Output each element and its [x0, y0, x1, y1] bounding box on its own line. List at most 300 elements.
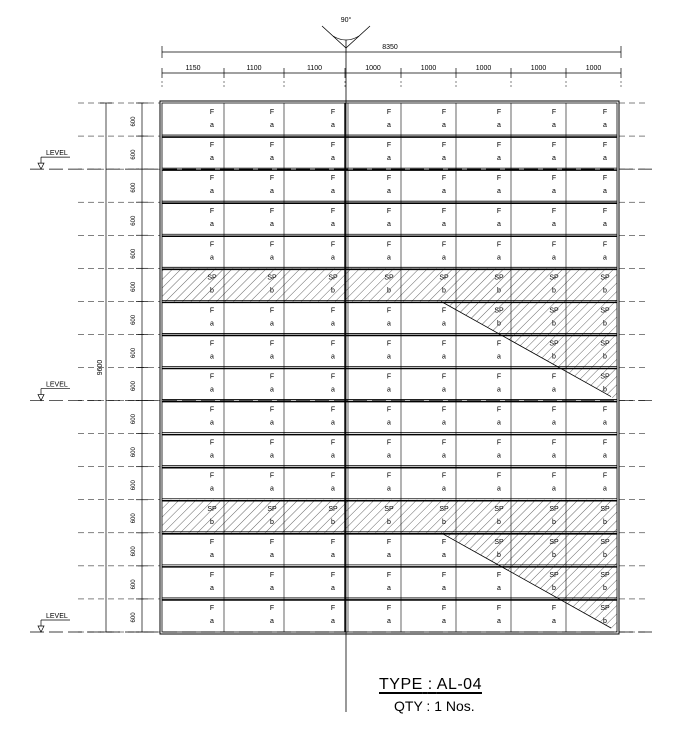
- panel-sub-label: a: [442, 551, 446, 559]
- row-height-label: 600: [131, 447, 137, 458]
- type-value: AL-04: [436, 676, 482, 693]
- panel-code-label: SP: [600, 307, 610, 315]
- panel-sub-label: b: [603, 320, 607, 328]
- column-width-label: 1000: [365, 65, 381, 72]
- type-line: [379, 676, 579, 694]
- panel-code-label: F: [386, 571, 392, 579]
- panel-code-label: F: [496, 406, 502, 414]
- panel-sub-label: a: [387, 155, 391, 163]
- panel-code-label: SP: [600, 274, 610, 282]
- panel-sub-label: a: [497, 584, 501, 592]
- row-height-label: 600: [131, 215, 137, 226]
- panel-sub-label: a: [331, 254, 335, 262]
- panel-code-label: F: [330, 472, 336, 480]
- panel-sub-label: a: [331, 617, 335, 625]
- panel-code-label: F: [496, 472, 502, 480]
- panel-code-label: F: [441, 571, 447, 579]
- panel-code-label: F: [551, 406, 557, 414]
- panel-sub-label: a: [331, 188, 335, 196]
- panel-code-label: F: [209, 472, 215, 480]
- panel-code-label: F: [269, 175, 275, 183]
- panel-sub-label: a: [270, 122, 274, 129]
- row-height-label: 600: [131, 414, 137, 425]
- panel-sub-label: a: [497, 155, 501, 163]
- panel-sub-label: a: [270, 584, 274, 592]
- panel-code-label: F: [386, 373, 392, 381]
- panel-sub-label: a: [497, 188, 501, 196]
- panel-code-label: F: [496, 373, 502, 381]
- panel-code-label: SP: [600, 571, 610, 579]
- panel-code-label: F: [269, 604, 275, 612]
- panel-code-label: F: [496, 604, 502, 612]
- panel-sub-label: a: [442, 452, 446, 460]
- panel-code-label: SP: [549, 505, 559, 513]
- level-label: LEVEL: [46, 381, 68, 389]
- panel-code-label: F: [602, 142, 608, 150]
- panel-code-label: F: [386, 406, 392, 414]
- panel-code-label: SP: [600, 538, 610, 546]
- panel-sub-label: a: [497, 452, 501, 460]
- panel-sub-label: b: [552, 551, 556, 559]
- panel-code-label: F: [551, 208, 557, 216]
- panel-sub-label: a: [270, 155, 274, 163]
- panel-sub-label: a: [270, 188, 274, 196]
- panel-code-label: F: [496, 439, 502, 447]
- panel-code-label: SP: [207, 274, 217, 282]
- panel-code-label: SP: [267, 505, 277, 513]
- level-marker: [38, 163, 44, 169]
- column-width-label: 1000: [475, 65, 492, 72]
- panel-sub-label: b: [603, 386, 607, 394]
- panel-sub-label: b: [603, 353, 607, 361]
- panel-code-label: F: [441, 241, 447, 249]
- panel-code-label: SP: [549, 340, 559, 348]
- panel-code-label: SP: [494, 307, 504, 315]
- panel-code-label: F: [209, 109, 215, 116]
- panel-sub-label: a: [387, 419, 391, 427]
- row-height-label: 600: [131, 347, 137, 358]
- panel-code-label: F: [269, 571, 275, 579]
- panel-sub-label: a: [210, 452, 214, 460]
- panel-sub-label: a: [497, 617, 501, 625]
- panel-code-label: F: [496, 175, 502, 183]
- panel-code-label: SP: [600, 604, 610, 612]
- sp-band-hatch: [162, 500, 617, 533]
- panel-sub-label: a: [387, 452, 391, 460]
- panel-sub-label: a: [442, 122, 446, 129]
- panel-code-label: F: [386, 241, 392, 249]
- panel-code-label: F: [330, 142, 336, 150]
- panel-code-label: F: [330, 538, 336, 546]
- panel-sub-label: a: [497, 122, 501, 129]
- row-height-label: 600: [131, 612, 137, 623]
- panel-sub-label: a: [387, 617, 391, 625]
- panel-sub-label: a: [387, 584, 391, 592]
- panel-sub-label: b: [603, 518, 607, 526]
- panel-code-label: F: [441, 472, 447, 480]
- panel-code-label: F: [209, 439, 215, 447]
- panel-code-label: F: [602, 208, 608, 216]
- row-height-label: 600: [131, 149, 137, 160]
- level-label: LEVEL: [46, 150, 68, 158]
- panel-code-label: F: [551, 175, 557, 183]
- panel-sub-label: a: [497, 254, 501, 262]
- panel-sub-label: b: [210, 287, 214, 295]
- panel-sub-label: a: [552, 452, 556, 460]
- panel-sub-label: b: [270, 518, 274, 526]
- qty-label: QTY: [394, 698, 423, 714]
- panel-sub-label: a: [210, 551, 214, 559]
- panel-code-label: F: [209, 208, 215, 216]
- panel-code-label: SP: [267, 274, 277, 282]
- panel-code-label: F: [496, 109, 502, 116]
- column-width-label: 1100: [306, 65, 323, 72]
- panel-sub-label: a: [331, 452, 335, 460]
- qty-value: 1 Nos.: [434, 698, 475, 714]
- panel-code-label: F: [602, 406, 608, 414]
- panel-code-label: F: [386, 439, 392, 447]
- row-height-label: 600: [131, 579, 137, 590]
- row-height-label: 600: [131, 480, 137, 491]
- panel-sub-label: a: [497, 221, 501, 229]
- panel-sub-label: b: [603, 287, 607, 295]
- panel-code-label: F: [269, 373, 275, 381]
- panel-code-label: F: [330, 241, 336, 249]
- panel-code-label: SP: [207, 505, 217, 513]
- level-marker: [38, 626, 44, 632]
- row-height-label: 600: [131, 116, 137, 127]
- panel-sub-label: a: [210, 353, 214, 361]
- panel-sub-label: a: [387, 551, 391, 559]
- panel-code-label: F: [209, 604, 215, 612]
- panel-code-label: F: [330, 340, 336, 348]
- panel-sub-label: a: [552, 386, 556, 394]
- column-width-label: 1100: [246, 65, 262, 72]
- qty-colon: :: [426, 698, 435, 714]
- panel-sub-label: a: [210, 122, 214, 129]
- panel-sub-label: b: [270, 287, 274, 295]
- panel-sub-label: a: [442, 485, 446, 493]
- panel-sub-label: a: [442, 188, 446, 196]
- panel-sub-label: a: [270, 386, 274, 394]
- panel-code-label: SP: [494, 274, 504, 282]
- panel-code-label: SP: [494, 538, 504, 546]
- panel-sub-label: a: [442, 584, 446, 592]
- panel-sub-label: a: [270, 419, 274, 427]
- panel-sub-label: a: [442, 617, 446, 625]
- panel-code-label: F: [209, 241, 215, 249]
- panel-code-label: SP: [600, 505, 610, 513]
- panel-sub-label: a: [387, 386, 391, 394]
- panel-sub-label: a: [387, 188, 391, 196]
- panel-code-label: F: [496, 571, 502, 579]
- panel-sub-label: a: [552, 617, 556, 625]
- panel-code-label: F: [551, 241, 557, 249]
- panel-sub-label: b: [497, 320, 501, 328]
- panel-code-label: SP: [439, 274, 449, 282]
- panel-code-label: F: [269, 208, 275, 216]
- panel-sub-label: b: [387, 518, 391, 526]
- panel-code-label: F: [269, 406, 275, 414]
- panel-code-label: F: [602, 109, 608, 116]
- panel-code-label: F: [330, 208, 336, 216]
- panel-sub-label: a: [270, 254, 274, 262]
- panel-sub-label: a: [331, 386, 335, 394]
- panel-code-label: F: [209, 307, 215, 315]
- panel-sub-label: a: [270, 452, 274, 460]
- panel-sub-label: a: [497, 485, 501, 493]
- panel-sub-label: a: [210, 221, 214, 229]
- panel-sub-label: b: [442, 287, 446, 295]
- panel-code-label: F: [209, 571, 215, 579]
- panel-sub-label: a: [270, 617, 274, 625]
- panel-sub-label: b: [552, 353, 556, 361]
- panel-sub-label: a: [270, 353, 274, 361]
- panel-sub-label: a: [603, 485, 607, 493]
- panel-code-label: F: [386, 340, 392, 348]
- type-label: TYPE: [379, 676, 423, 693]
- panel-sub-label: a: [210, 188, 214, 196]
- panel-sub-label: a: [210, 485, 214, 493]
- panel-code-label: F: [602, 472, 608, 480]
- panel-code-label: SP: [549, 538, 559, 546]
- sp-band-hatch: [162, 268, 617, 301]
- panel-code-label: F: [386, 142, 392, 150]
- panel-sub-label: b: [603, 551, 607, 559]
- panel-sub-label: a: [442, 320, 446, 328]
- panel-code-label: F: [551, 142, 557, 150]
- panel-sub-label: b: [552, 320, 556, 328]
- panel-sub-label: a: [603, 254, 607, 262]
- panel-code-label: F: [441, 373, 447, 381]
- panel-code-label: SP: [439, 505, 449, 513]
- panel-sub-label: a: [331, 155, 335, 163]
- panel-code-label: F: [330, 373, 336, 381]
- panel-sub-label: a: [331, 353, 335, 361]
- panel-code-label: SP: [328, 505, 338, 513]
- panel-code-label: F: [386, 472, 392, 480]
- panel-sub-label: b: [603, 584, 607, 592]
- panel-code-label: F: [602, 241, 608, 249]
- panel-sub-label: b: [603, 617, 607, 625]
- panel-sub-label: a: [331, 122, 335, 129]
- panel-code-label: F: [269, 472, 275, 480]
- panel-sub-label: a: [442, 419, 446, 427]
- row-height-label: 600: [131, 381, 137, 392]
- panel-sub-label: a: [331, 485, 335, 493]
- panel-code-label: F: [269, 439, 275, 447]
- column-width-label: 1000: [530, 65, 547, 72]
- panel-sub-label: a: [497, 386, 501, 394]
- panel-sub-label: b: [442, 518, 446, 526]
- panel-code-label: SP: [549, 307, 559, 315]
- panel-code-label: SP: [549, 571, 559, 579]
- panel-code-label: F: [551, 109, 557, 116]
- panel-sub-label: a: [603, 122, 607, 129]
- panel-code-label: F: [441, 439, 447, 447]
- panel-sub-label: a: [603, 188, 607, 196]
- panel-code-label: F: [551, 439, 557, 447]
- level-label: LEVEL: [46, 613, 68, 620]
- panel-code-label: SP: [549, 274, 559, 282]
- panel-sub-label: a: [442, 155, 446, 163]
- panel-code-label: F: [209, 538, 215, 546]
- panel-code-label: F: [496, 208, 502, 216]
- panel-sub-label: a: [210, 419, 214, 427]
- panel-code-label: F: [386, 175, 392, 183]
- panel-code-label: F: [441, 340, 447, 348]
- panel-sub-label: a: [270, 320, 274, 328]
- panel-sub-label: a: [603, 452, 607, 460]
- panel-sub-label: a: [270, 551, 274, 559]
- panel-code-label: F: [441, 142, 447, 150]
- panel-sub-label: a: [603, 419, 607, 427]
- panel-sub-label: a: [497, 353, 501, 361]
- panel-sub-label: a: [387, 353, 391, 361]
- column-width-label: 1000: [420, 65, 437, 72]
- panel-code-label: F: [330, 175, 336, 183]
- panel-sub-label: a: [552, 254, 556, 262]
- panel-code-label: F: [441, 208, 447, 216]
- panel-sub-label: a: [331, 419, 335, 427]
- panel-sub-label: a: [387, 122, 391, 129]
- panel-code-label: F: [441, 406, 447, 414]
- panel-code-label: F: [209, 175, 215, 183]
- panel-code-label: F: [269, 241, 275, 249]
- row-height-label: 600: [131, 513, 137, 524]
- panel-code-label: F: [269, 109, 275, 116]
- panel-code-label: F: [386, 538, 392, 546]
- row-height-label: 600: [131, 248, 137, 259]
- panel-sub-label: a: [552, 188, 556, 196]
- panel-sub-label: a: [270, 485, 274, 493]
- panel-sub-label: a: [387, 320, 391, 328]
- panel-code-label: F: [330, 604, 336, 612]
- panel-code-label: F: [602, 175, 608, 183]
- panel-code-label: F: [496, 241, 502, 249]
- column-width-label: 1000: [585, 65, 602, 72]
- panel-code-label: SP: [328, 274, 338, 282]
- panel-sub-label: a: [442, 353, 446, 361]
- panel-code-label: F: [496, 142, 502, 150]
- overall-width-label: 8350: [382, 44, 398, 51]
- row-height-label: 600: [131, 281, 137, 292]
- panel-code-label: F: [386, 208, 392, 216]
- panel-code-label: F: [330, 307, 336, 315]
- panel-sub-label: a: [552, 122, 556, 129]
- panel-code-label: SP: [600, 373, 610, 381]
- panel-sub-label: b: [552, 518, 556, 526]
- panel-sub-label: a: [387, 254, 391, 262]
- row-height-label: 600: [131, 314, 137, 325]
- panel-code-label: F: [441, 109, 447, 116]
- panel-code-label: F: [386, 109, 392, 116]
- panel-code-label: F: [496, 340, 502, 348]
- panel-sub-label: b: [210, 518, 214, 526]
- panel-sub-label: a: [210, 386, 214, 394]
- panel-code-label: F: [330, 406, 336, 414]
- panel-sub-label: a: [210, 254, 214, 262]
- panel-sub-label: a: [331, 584, 335, 592]
- panel-sub-label: b: [387, 287, 391, 295]
- panel-code-label: F: [602, 439, 608, 447]
- panel-code-label: F: [441, 538, 447, 546]
- panel-code-label: F: [330, 571, 336, 579]
- panel-sub-label: a: [210, 617, 214, 625]
- panel-sub-label: a: [497, 419, 501, 427]
- panel-sub-label: a: [387, 485, 391, 493]
- panel-sub-label: a: [552, 419, 556, 427]
- panel-code-label: SP: [384, 505, 394, 513]
- angle-label: 90°: [340, 17, 352, 24]
- panel-code-label: F: [441, 604, 447, 612]
- panel-code-label: F: [269, 340, 275, 348]
- overall-height-label: 9600: [97, 359, 104, 376]
- panel-code-label: F: [551, 472, 557, 480]
- column-width-label: 1150: [185, 65, 201, 72]
- panel-code-label: SP: [384, 274, 394, 282]
- panel-sub-label: a: [270, 221, 274, 229]
- panel-sub-label: b: [552, 287, 556, 295]
- panel-code-label: F: [551, 373, 557, 381]
- row-height-label: 600: [131, 546, 137, 557]
- panel-sub-label: a: [331, 551, 335, 559]
- level-marker: [38, 395, 44, 401]
- panel-sub-label: b: [497, 518, 501, 526]
- qty-line: [394, 698, 579, 714]
- panel-code-label: F: [551, 604, 557, 612]
- panel-sub-label: a: [442, 221, 446, 229]
- panel-sub-label: a: [552, 485, 556, 493]
- panel-sub-label: b: [331, 518, 335, 526]
- panel-sub-label: a: [331, 320, 335, 328]
- panel-sub-label: a: [210, 584, 214, 592]
- panel-code-label: F: [269, 142, 275, 150]
- panel-code-label: F: [386, 604, 392, 612]
- panel-sub-label: a: [442, 386, 446, 394]
- panel-sub-label: b: [497, 287, 501, 295]
- panel-sub-label: a: [552, 155, 556, 163]
- panel-code-label: F: [209, 142, 215, 150]
- panel-sub-label: b: [552, 584, 556, 592]
- panel-code-label: F: [330, 439, 336, 447]
- panel-code-label: F: [209, 340, 215, 348]
- panel-sub-label: a: [603, 221, 607, 229]
- panel-code-label: F: [330, 109, 336, 116]
- panel-sub-label: a: [442, 254, 446, 262]
- panel-sub-label: a: [552, 221, 556, 229]
- panel-sub-label: b: [497, 551, 501, 559]
- panel-code-label: F: [209, 406, 215, 414]
- panel-code-label: F: [386, 307, 392, 315]
- panel-code-label: SP: [494, 505, 504, 513]
- panel-code-label: F: [269, 538, 275, 546]
- panel-sub-label: a: [210, 320, 214, 328]
- panel-sub-label: a: [331, 221, 335, 229]
- panel-sub-label: a: [210, 155, 214, 163]
- panel-sub-label: a: [603, 155, 607, 163]
- panel-sub-label: a: [387, 221, 391, 229]
- row-height-label: 600: [131, 182, 137, 193]
- type-colon: :: [427, 676, 437, 693]
- panel-code-label: F: [269, 307, 275, 315]
- panel-code-label: SP: [600, 340, 610, 348]
- panel-sub-label: b: [331, 287, 335, 295]
- panel-code-label: F: [441, 307, 447, 315]
- panel-code-label: F: [209, 373, 215, 381]
- title-block: [379, 676, 579, 714]
- panel-code-label: F: [441, 175, 447, 183]
